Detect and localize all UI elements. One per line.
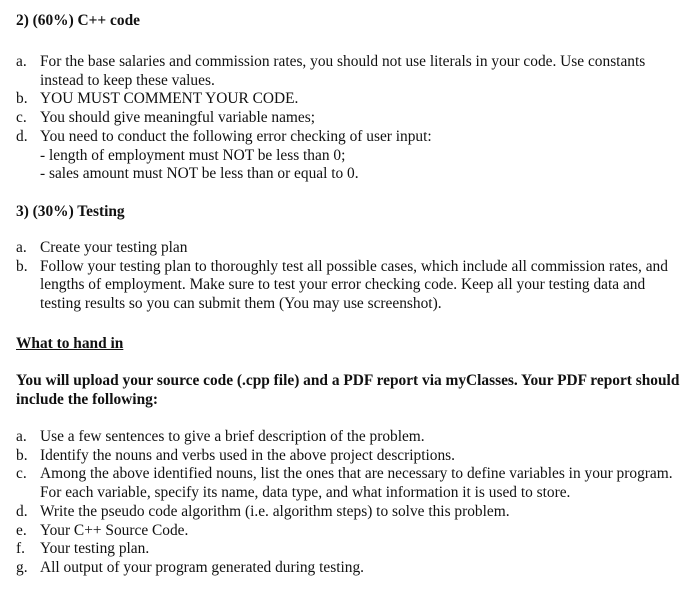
- list-item: [16, 540, 684, 559]
- section-2-heading: 2) (60%) C++ code: [16, 12, 140, 29]
- list-marker: d.: [16, 127, 28, 145]
- list-marker: b.: [16, 446, 28, 464]
- list-marker: e.: [16, 521, 27, 539]
- list-text: For the base salaries and commission rates, you should not use literals in your code. Use constants instead to keep these values.: [40, 53, 646, 89]
- section-3-heading: 3) (30%) Testing: [16, 203, 125, 220]
- list-text: Create your testing plan: [40, 239, 188, 256]
- list-text: Use a few sentences to give a brief description of the problem.: [40, 428, 425, 445]
- list-marker: c.: [16, 109, 27, 127]
- list-text: Among the above identified nouns, list the ones that are necessary to define variables in your program. For each variable, specify its name, data type, and what information it is used to store.: [40, 465, 673, 502]
- list-text: Your C++ Source Code.: [40, 521, 189, 539]
- sub-item-length-check: - length of employment must NOT be less than 0;: [40, 146, 346, 164]
- list-item: [16, 522, 684, 541]
- list-text: All output of your program generated during testing.: [40, 558, 364, 576]
- list-text: Identify the nouns and verbs used in the above project descriptions.: [40, 446, 456, 464]
- list-item: [16, 239, 684, 258]
- list-marker: a.: [16, 239, 27, 256]
- list-text: YOU MUST COMMENT YOUR CODE.: [40, 90, 299, 108]
- list-item: [16, 447, 684, 466]
- list-item: [16, 53, 684, 90]
- list-item: [16, 128, 684, 184]
- list-item: [16, 503, 684, 522]
- hand-in-heading: What to hand in: [16, 335, 124, 352]
- list-text: You should give meaningful variable names;: [40, 109, 315, 127]
- list-text: Your testing plan.: [40, 540, 150, 558]
- list-text-with-subitems: [40, 128, 684, 184]
- sub-item-sales-check: - sales amount must NOT be less than or equal to 0.: [40, 165, 359, 183]
- list-text: Write the pseudo code algorithm (i.e. algorithm steps) to solve this problem.: [40, 502, 510, 520]
- list-item: [16, 258, 684, 314]
- hand-in-list: [16, 428, 684, 578]
- section-3-list: [16, 239, 684, 314]
- list-marker: c.: [16, 465, 27, 483]
- hand-in-intro: You will upload your source code (.cpp file) and a PDF report via myClasses. Your PDF report should include the following:: [16, 372, 680, 408]
- list-text: You need to conduct the following error checking of user input:: [40, 127, 432, 145]
- section-2-list: [16, 53, 684, 184]
- list-marker: a.: [16, 53, 27, 70]
- list-item: [16, 559, 684, 578]
- list-item: [16, 428, 684, 447]
- list-text: Follow your testing plan to thoroughly test all possible cases, which include all commission rates, and lengths of employment. Make sure to test your error checking code. Keep all your testing data and testing results so you can submit them (You may use screenshot).: [40, 257, 668, 313]
- list-marker: b.: [16, 90, 28, 108]
- list-marker: g.: [16, 558, 28, 576]
- list-marker: a.: [16, 428, 27, 445]
- list-item: [16, 109, 684, 128]
- list-item: [16, 465, 684, 502]
- list-marker: f.: [16, 540, 25, 558]
- list-marker: b.: [16, 257, 28, 275]
- list-item: [16, 90, 684, 109]
- list-marker: d.: [16, 502, 28, 520]
